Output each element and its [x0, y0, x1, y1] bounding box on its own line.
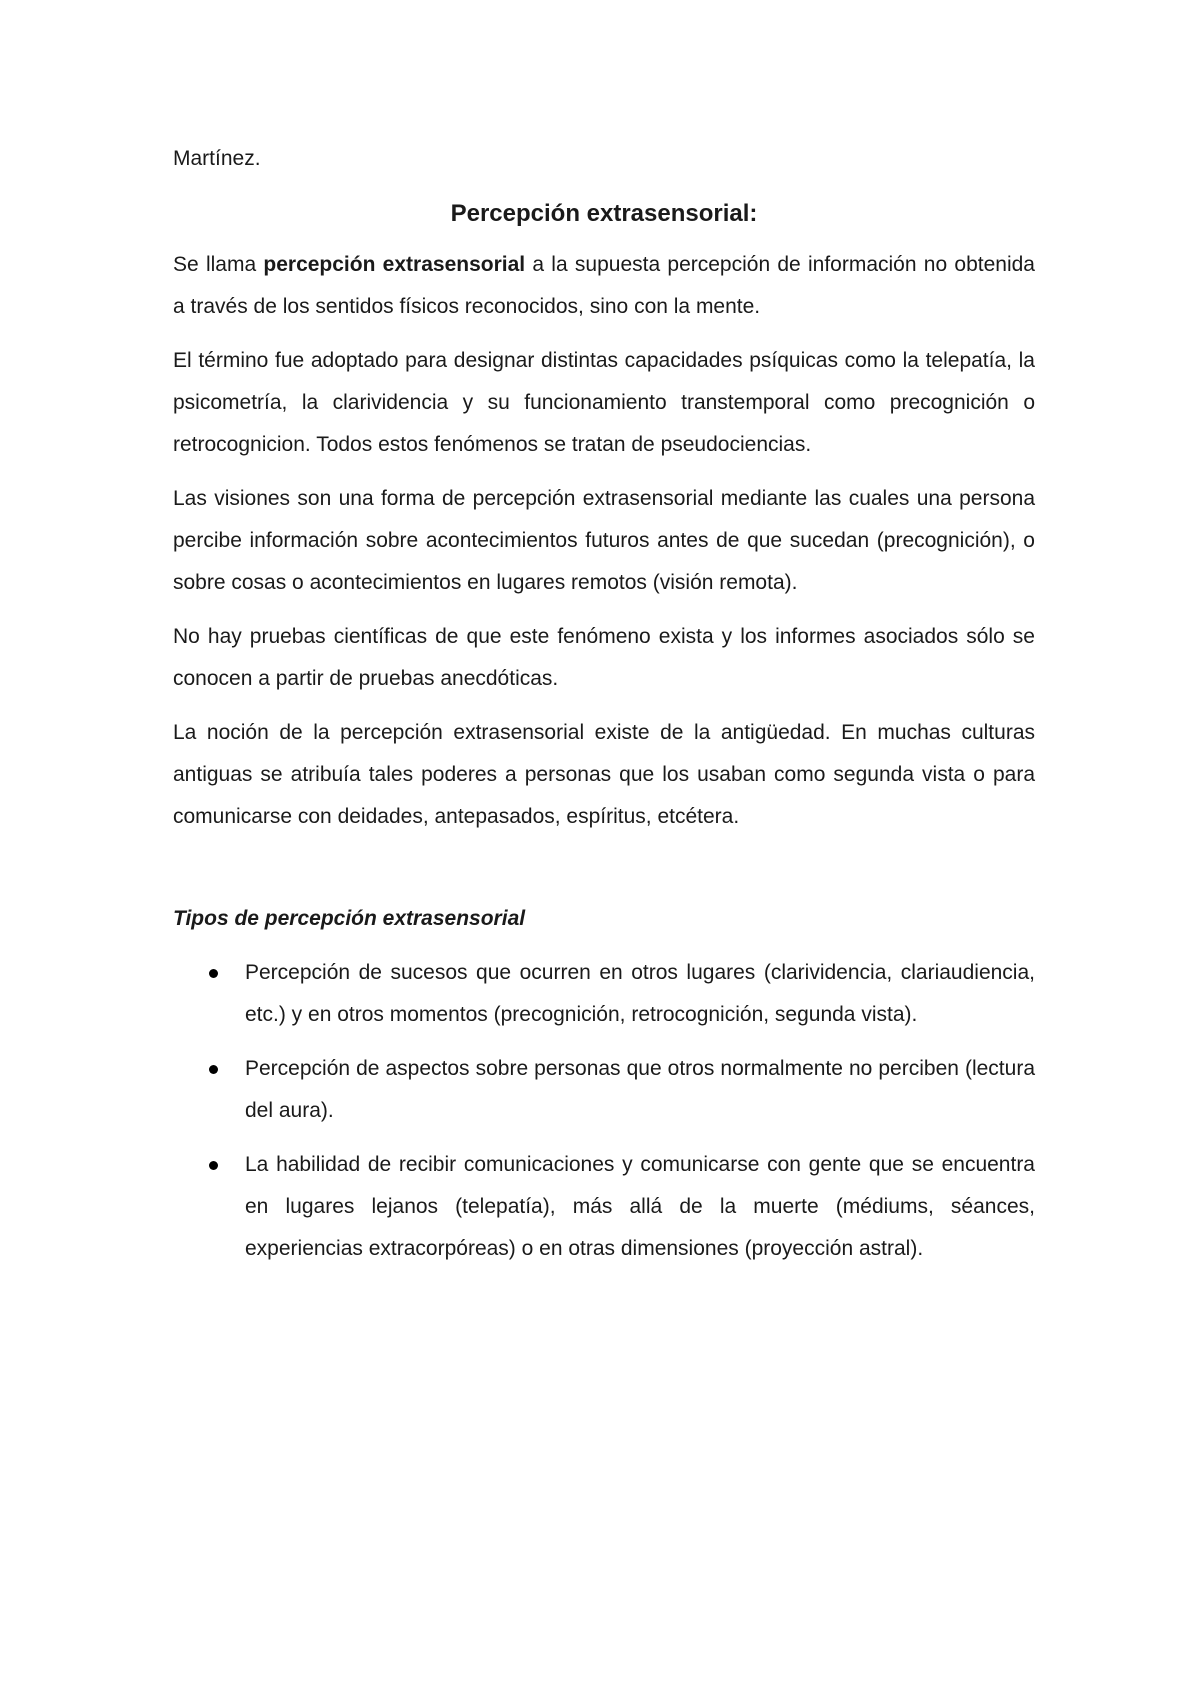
list-item — [173, 1144, 1035, 1270]
paragraph-history: La noción de la percepción extrasensorial existe de la antigüedad. En muchas culturas antiguas se atribuía tales poderes a personas que los usaban como segunda vista o para comunicarse con deidades, antepasados, espíritus, etcétera. — [173, 721, 1035, 828]
section-spacer — [173, 850, 1035, 898]
list-item — [173, 1048, 1035, 1132]
paragraph-term-origin: El término fue adoptado para designar distintas capacidades psíquicas como la telepatía, la psicometría, la clarividencia y su funcionamiento transtemporal como precognición o retrocognicion. Todos estos fenómenos se tratan de pseudociencias. — [173, 349, 1035, 456]
list-item-text: La habilidad de recibir comunicaciones y comunicarse con gente que se encuentra en lugares lejanos (telepatía), más allá de la muerte (médiums, séances, experiencias extracorpóreas) o en otras dimensiones (proyección astral). — [245, 1153, 1035, 1260]
document-page — [173, 140, 1035, 1282]
list-item-text: Percepción de aspectos sobre personas que otros normalmente no perciben (lectura del aura). — [245, 1057, 1035, 1122]
paragraph-visions: Las visiones son una forma de percepción extrasensorial mediante las cuales una persona percibe información sobre acontecimientos futuros antes de que sucedan (precognición), o sobre cosas o acontecimientos en lugares remotos (visión remota). — [173, 487, 1035, 594]
paragraph-definition-term: percepción extrasensorial — [263, 253, 526, 276]
document-title: Percepción extrasensorial: — [450, 200, 758, 227]
paragraph-no-evidence: No hay pruebas científicas de que este fenómeno exista y los informes asociados sólo se conocen a partir de pruebas anecdóticas. — [173, 625, 1035, 690]
author-name: Martínez. — [173, 147, 261, 170]
paragraph-definition-lead: Se llama — [173, 253, 264, 276]
bullet-icon — [209, 1161, 218, 1170]
bullet-icon — [209, 1065, 218, 1074]
list-item — [173, 952, 1035, 1036]
bullet-icon — [209, 969, 218, 978]
section-subtitle: Tipos de percepción extrasensorial — [173, 907, 526, 930]
paragraph-definition — [173, 244, 1035, 328]
types-list — [173, 952, 1035, 1270]
list-item-text: Percepción de sucesos que ocurren en otros lugares (clarividencia, clariaudiencia, etc.) y en otros momentos (precognición, retrocognición, segunda vista). — [245, 961, 1035, 1026]
paragraph-definition-rest: a la supuesta percepción de información no obtenida a través de los sentidos físicos reconocidos, sino con la mente. — [173, 253, 1035, 318]
